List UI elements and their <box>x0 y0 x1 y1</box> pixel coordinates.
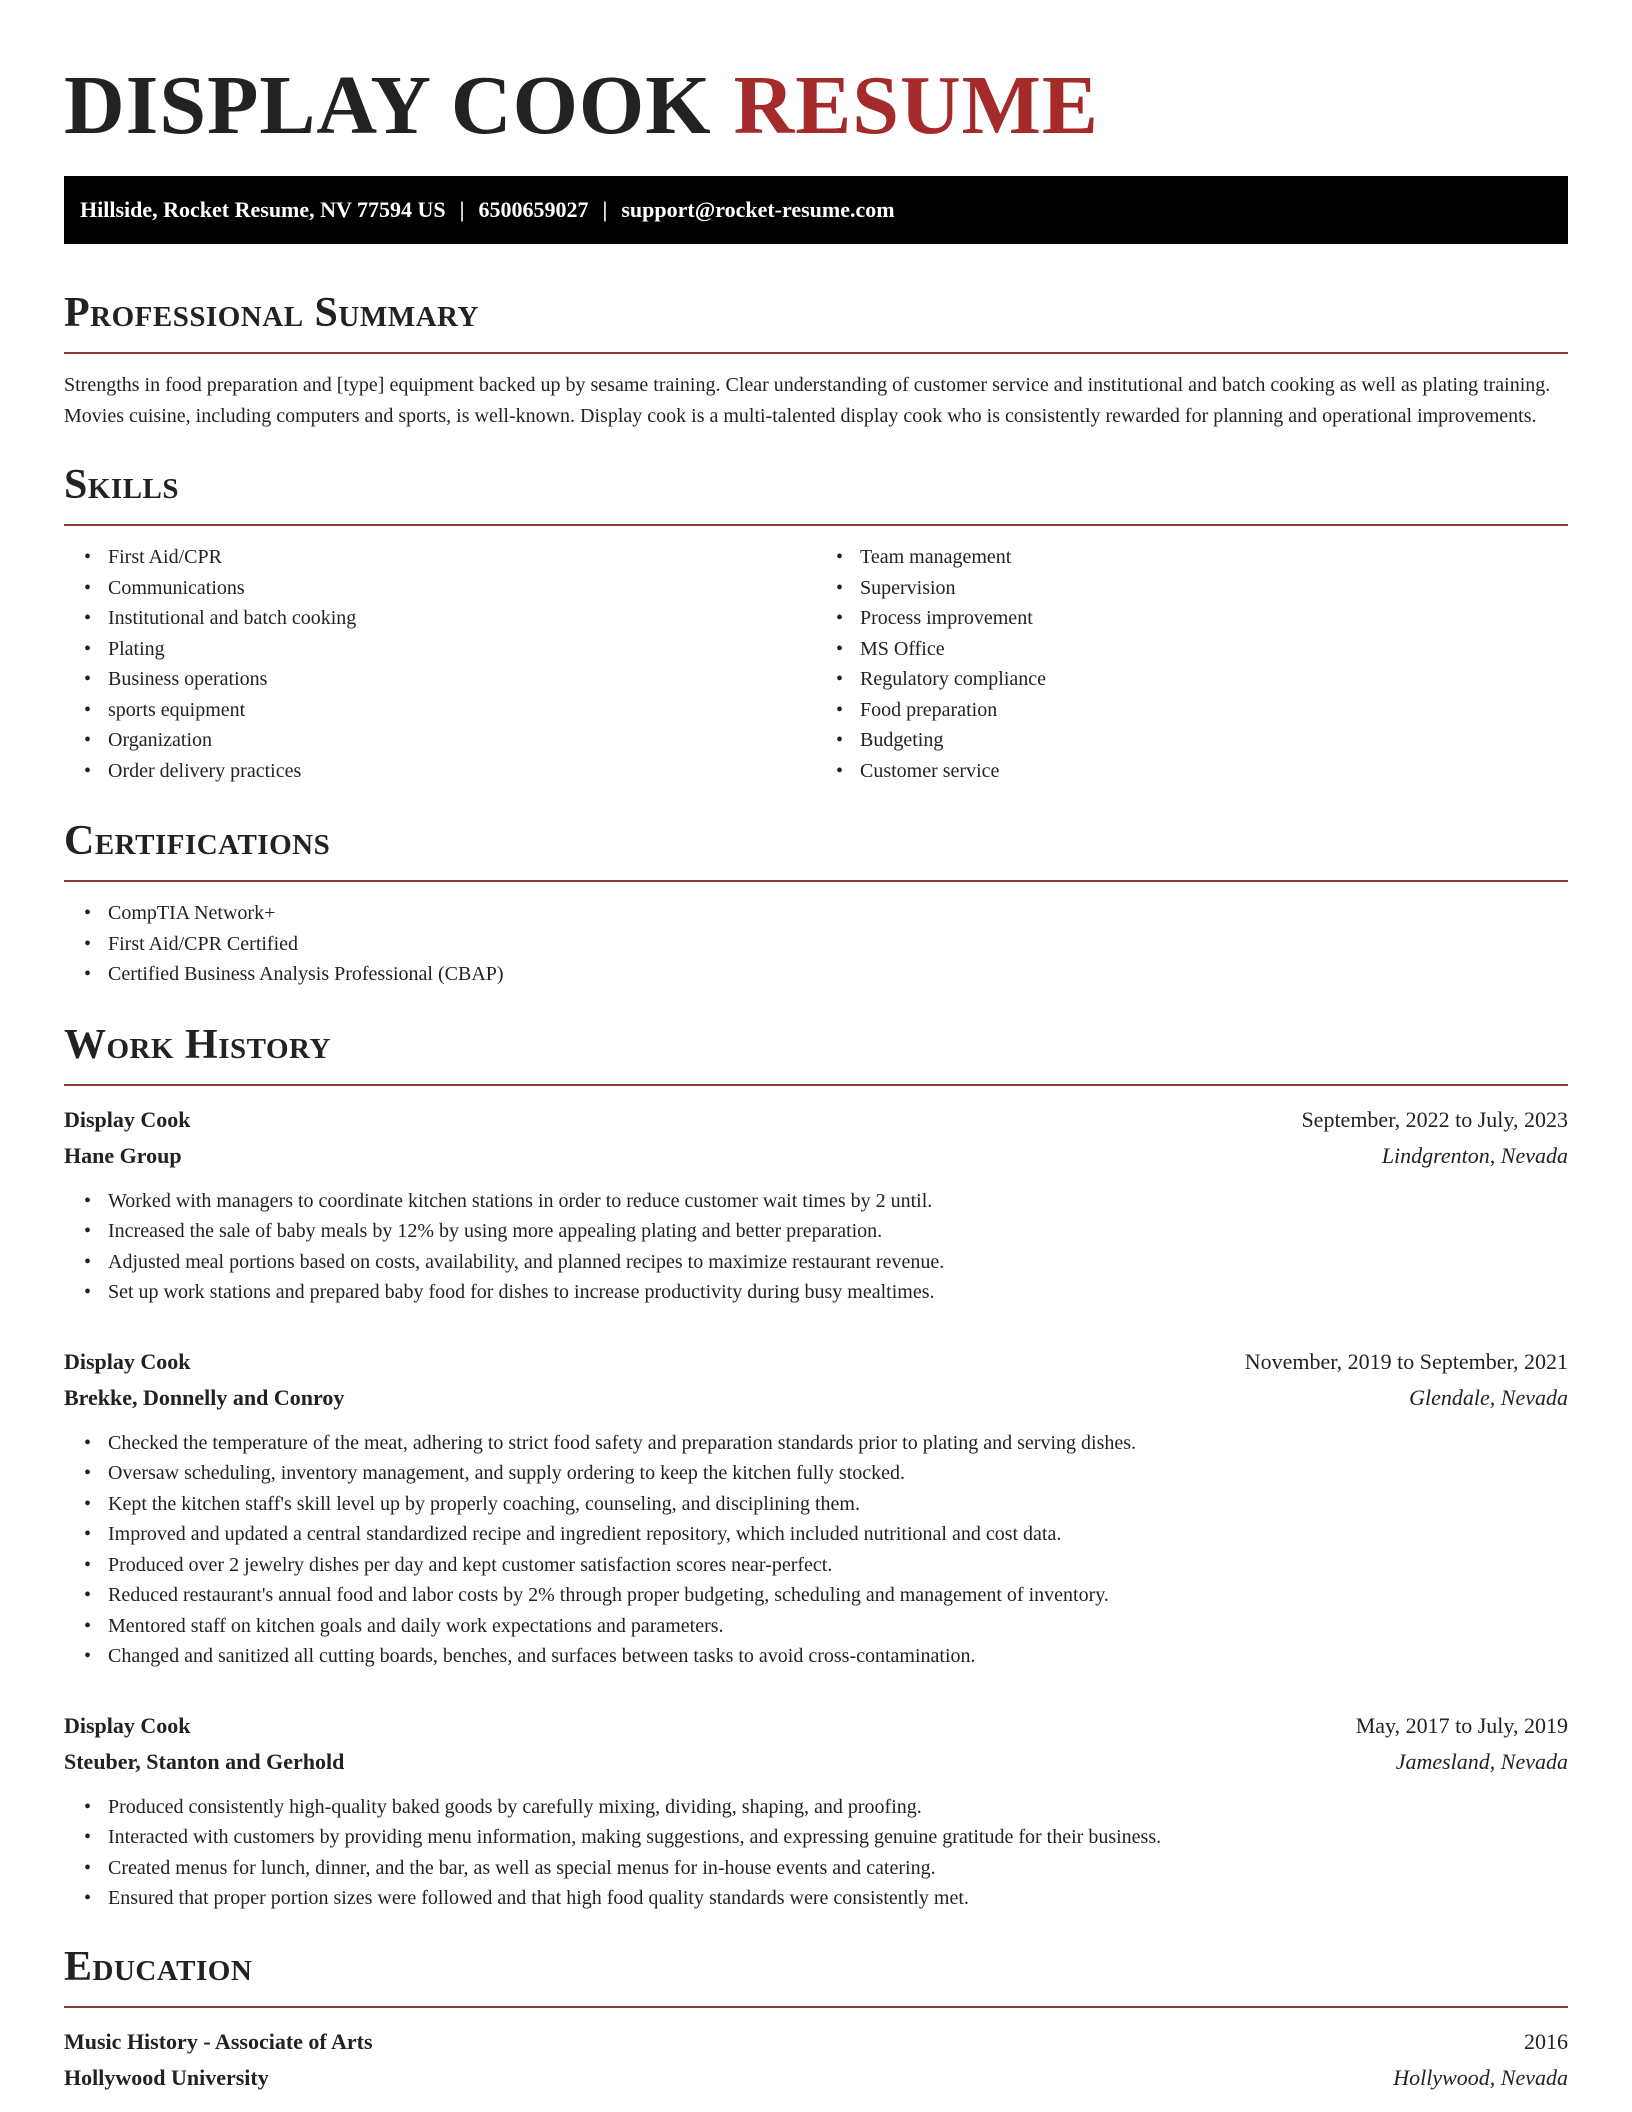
job-duty-item: • Checked the temperature of the meat, adhering to strict food safety and preparation standards prior to plating and serving dishes. <box>108 1428 1568 1459</box>
job-duty-item: • Improved and updated a central standardized recipe and ingredient repository, which included nutritional and cost data. <box>108 1519 1568 1550</box>
job-duties-list <box>64 1792 1568 1914</box>
skills-list-left <box>64 542 816 786</box>
certifications-section <box>64 818 1568 990</box>
skill-item: • MS Office <box>860 634 1568 665</box>
certification-item: • First Aid/CPR Certified <box>108 929 1568 960</box>
job-duty-item: • Changed and sanitized all cutting boards, benches, and surfaces between tasks to avoid cross-contamination. <box>108 1641 1568 1672</box>
contact-address: Hillside, Rocket Resume, NV 77594 US <box>80 197 446 222</box>
job-dates: September, 2022 to July, 2023 <box>1301 1106 1568 1132</box>
job-company-row <box>64 1380 1568 1416</box>
resume-title <box>64 0 1568 156</box>
skill-item: • sports equipment <box>108 695 816 726</box>
summary-text: Strengths in food preparation and [type] equipment backed up by sesame training. Clear understanding of customer service and institutional and batch cooking as well as plating training. Movies cuisine, including computers and sports, is well-known. Display cook is a multi-talented display cook who is consistently rewarded for planning and operational improvements. <box>64 374 1551 427</box>
job-duty-item: • Mentored staff on kitchen goals and daily work expectations and parameters. <box>108 1611 1568 1642</box>
job-duty-item: • Interacted with customers by providing menu information, making suggestions, and expressing genuine gratitude for their business. <box>108 1822 1568 1853</box>
job-entry <box>64 1708 1568 1914</box>
job-duty-item: • Produced over 2 jewelry dishes per day and kept customer satisfaction scores near-perfect. <box>108 1550 1568 1581</box>
skill-item: • Order delivery practices <box>108 756 816 787</box>
education-header-row <box>64 2024 1568 2060</box>
title-main: DISPLAY COOK <box>64 59 712 152</box>
contact-bar <box>64 176 1568 244</box>
summary-heading: Professional Summary <box>64 290 479 336</box>
job-header-row <box>64 1344 1568 1380</box>
job-entry <box>64 1344 1568 1672</box>
skills-section <box>64 462 1568 786</box>
job-header-row <box>64 1102 1568 1138</box>
skill-item: • Food preparation <box>860 695 1568 726</box>
job-duty-item: • Set up work stations and prepared baby food for dishes to increase productivity during busy mealtimes. <box>108 1277 1568 1308</box>
job-company: Hane Group <box>64 1142 182 1168</box>
education-school: Hollywood University <box>64 2064 269 2090</box>
contact-separator: | <box>602 197 608 222</box>
education-entry <box>64 2024 1568 2096</box>
job-duty-item: • Created menus for lunch, dinner, and the bar, as well as special menus for in-house events and catering. <box>108 1853 1568 1884</box>
skill-item: • Business operations <box>108 664 816 695</box>
certifications-list <box>64 898 1568 990</box>
skill-item: • Regulatory compliance <box>860 664 1568 695</box>
education-year: 2016 <box>1524 2028 1568 2054</box>
section-divider <box>64 352 1568 354</box>
skill-item: • Supervision <box>860 573 1568 604</box>
job-company-row <box>64 1744 1568 1780</box>
summary-section <box>64 290 1568 432</box>
job-duty-item: • Kept the kitchen staff's skill level up by properly coaching, counseling, and disciplining them. <box>108 1489 1568 1520</box>
certification-item: • Certified Business Analysis Professional (CBAP) <box>108 959 1568 990</box>
skill-item: • Team management <box>860 542 1568 573</box>
job-role: Display Cook <box>64 1712 191 1738</box>
job-header-row <box>64 1708 1568 1744</box>
job-company: Brekke, Donnelly and Conroy <box>64 1384 345 1410</box>
skills-column-right <box>816 542 1568 786</box>
job-duties-list <box>64 1186 1568 1308</box>
work-history-section <box>64 1022 1568 1914</box>
job-duty-item: • Reduced restaurant's annual food and labor costs by 2% through proper budgeting, scheduling and management of inventory. <box>108 1580 1568 1611</box>
section-divider <box>64 524 1568 526</box>
skill-item: • Process improvement <box>860 603 1568 634</box>
skill-item: • Budgeting <box>860 725 1568 756</box>
job-duty-item: • Increased the sale of baby meals by 12% by using more appealing plating and better preparation. <box>108 1216 1568 1247</box>
job-entry <box>64 1102 1568 1308</box>
certification-item: • CompTIA Network+ <box>108 898 1568 929</box>
job-dates: May, 2017 to July, 2019 <box>1355 1712 1568 1738</box>
certifications-heading: Certifications <box>64 818 331 864</box>
skill-item: • First Aid/CPR <box>108 542 816 573</box>
skill-item: • Organization <box>108 725 816 756</box>
job-location: Glendale, Nevada <box>1409 1384 1568 1410</box>
skill-item: • Communications <box>108 573 816 604</box>
job-duty-item: • Produced consistently high-quality baked goods by carefully mixing, dividing, shaping, and proofing. <box>108 1792 1568 1823</box>
skills-list-right <box>816 542 1568 786</box>
skill-item: • Customer service <box>860 756 1568 787</box>
job-company: Steuber, Stanton and Gerhold <box>64 1748 345 1774</box>
work-history-heading: Work History <box>64 1021 331 1068</box>
contact-email[interactable]: support@rocket-resume.com <box>621 197 895 222</box>
skills-grid <box>64 542 1568 786</box>
skills-column-left <box>64 542 816 786</box>
contact-separator: | <box>459 197 465 222</box>
education-degree: Music History - Associate of Arts <box>64 2028 373 2054</box>
job-location: Lindgrenton, Nevada <box>1381 1142 1568 1168</box>
skill-item: • Institutional and batch cooking <box>108 603 816 634</box>
job-dates: November, 2019 to September, 2021 <box>1244 1348 1568 1374</box>
job-duty-item: • Worked with managers to coordinate kitchen stations in order to reduce customer wait times by 2 until. <box>108 1186 1568 1217</box>
skill-item: • Plating <box>108 634 816 665</box>
contact-phone: 6500659027 <box>478 197 589 222</box>
job-location: Jamesland, Nevada <box>1395 1748 1568 1774</box>
skills-heading: Skills <box>64 462 180 508</box>
job-duty-item: • Ensured that proper portion sizes were followed and that high food quality standards were consistently met. <box>108 1883 1568 1914</box>
job-role: Display Cook <box>64 1348 191 1374</box>
job-duty-item: • Adjusted meal portions based on costs, availability, and planned recipes to maximize restaurant revenue. <box>108 1247 1568 1278</box>
title-accent: RESUME <box>733 59 1099 152</box>
education-heading: Education <box>64 1943 253 1990</box>
education-section <box>64 1944 1568 2096</box>
job-company-row <box>64 1138 1568 1174</box>
job-duty-item: • Oversaw scheduling, inventory management, and supply ordering to keep the kitchen fully stocked. <box>108 1458 1568 1489</box>
education-school-row <box>64 2060 1568 2096</box>
education-location: Hollywood, Nevada <box>1393 2064 1568 2090</box>
job-duties-list <box>64 1428 1568 1672</box>
section-divider <box>64 1084 1568 1086</box>
section-divider <box>64 2006 1568 2008</box>
section-divider <box>64 880 1568 882</box>
job-role: Display Cook <box>64 1106 191 1132</box>
